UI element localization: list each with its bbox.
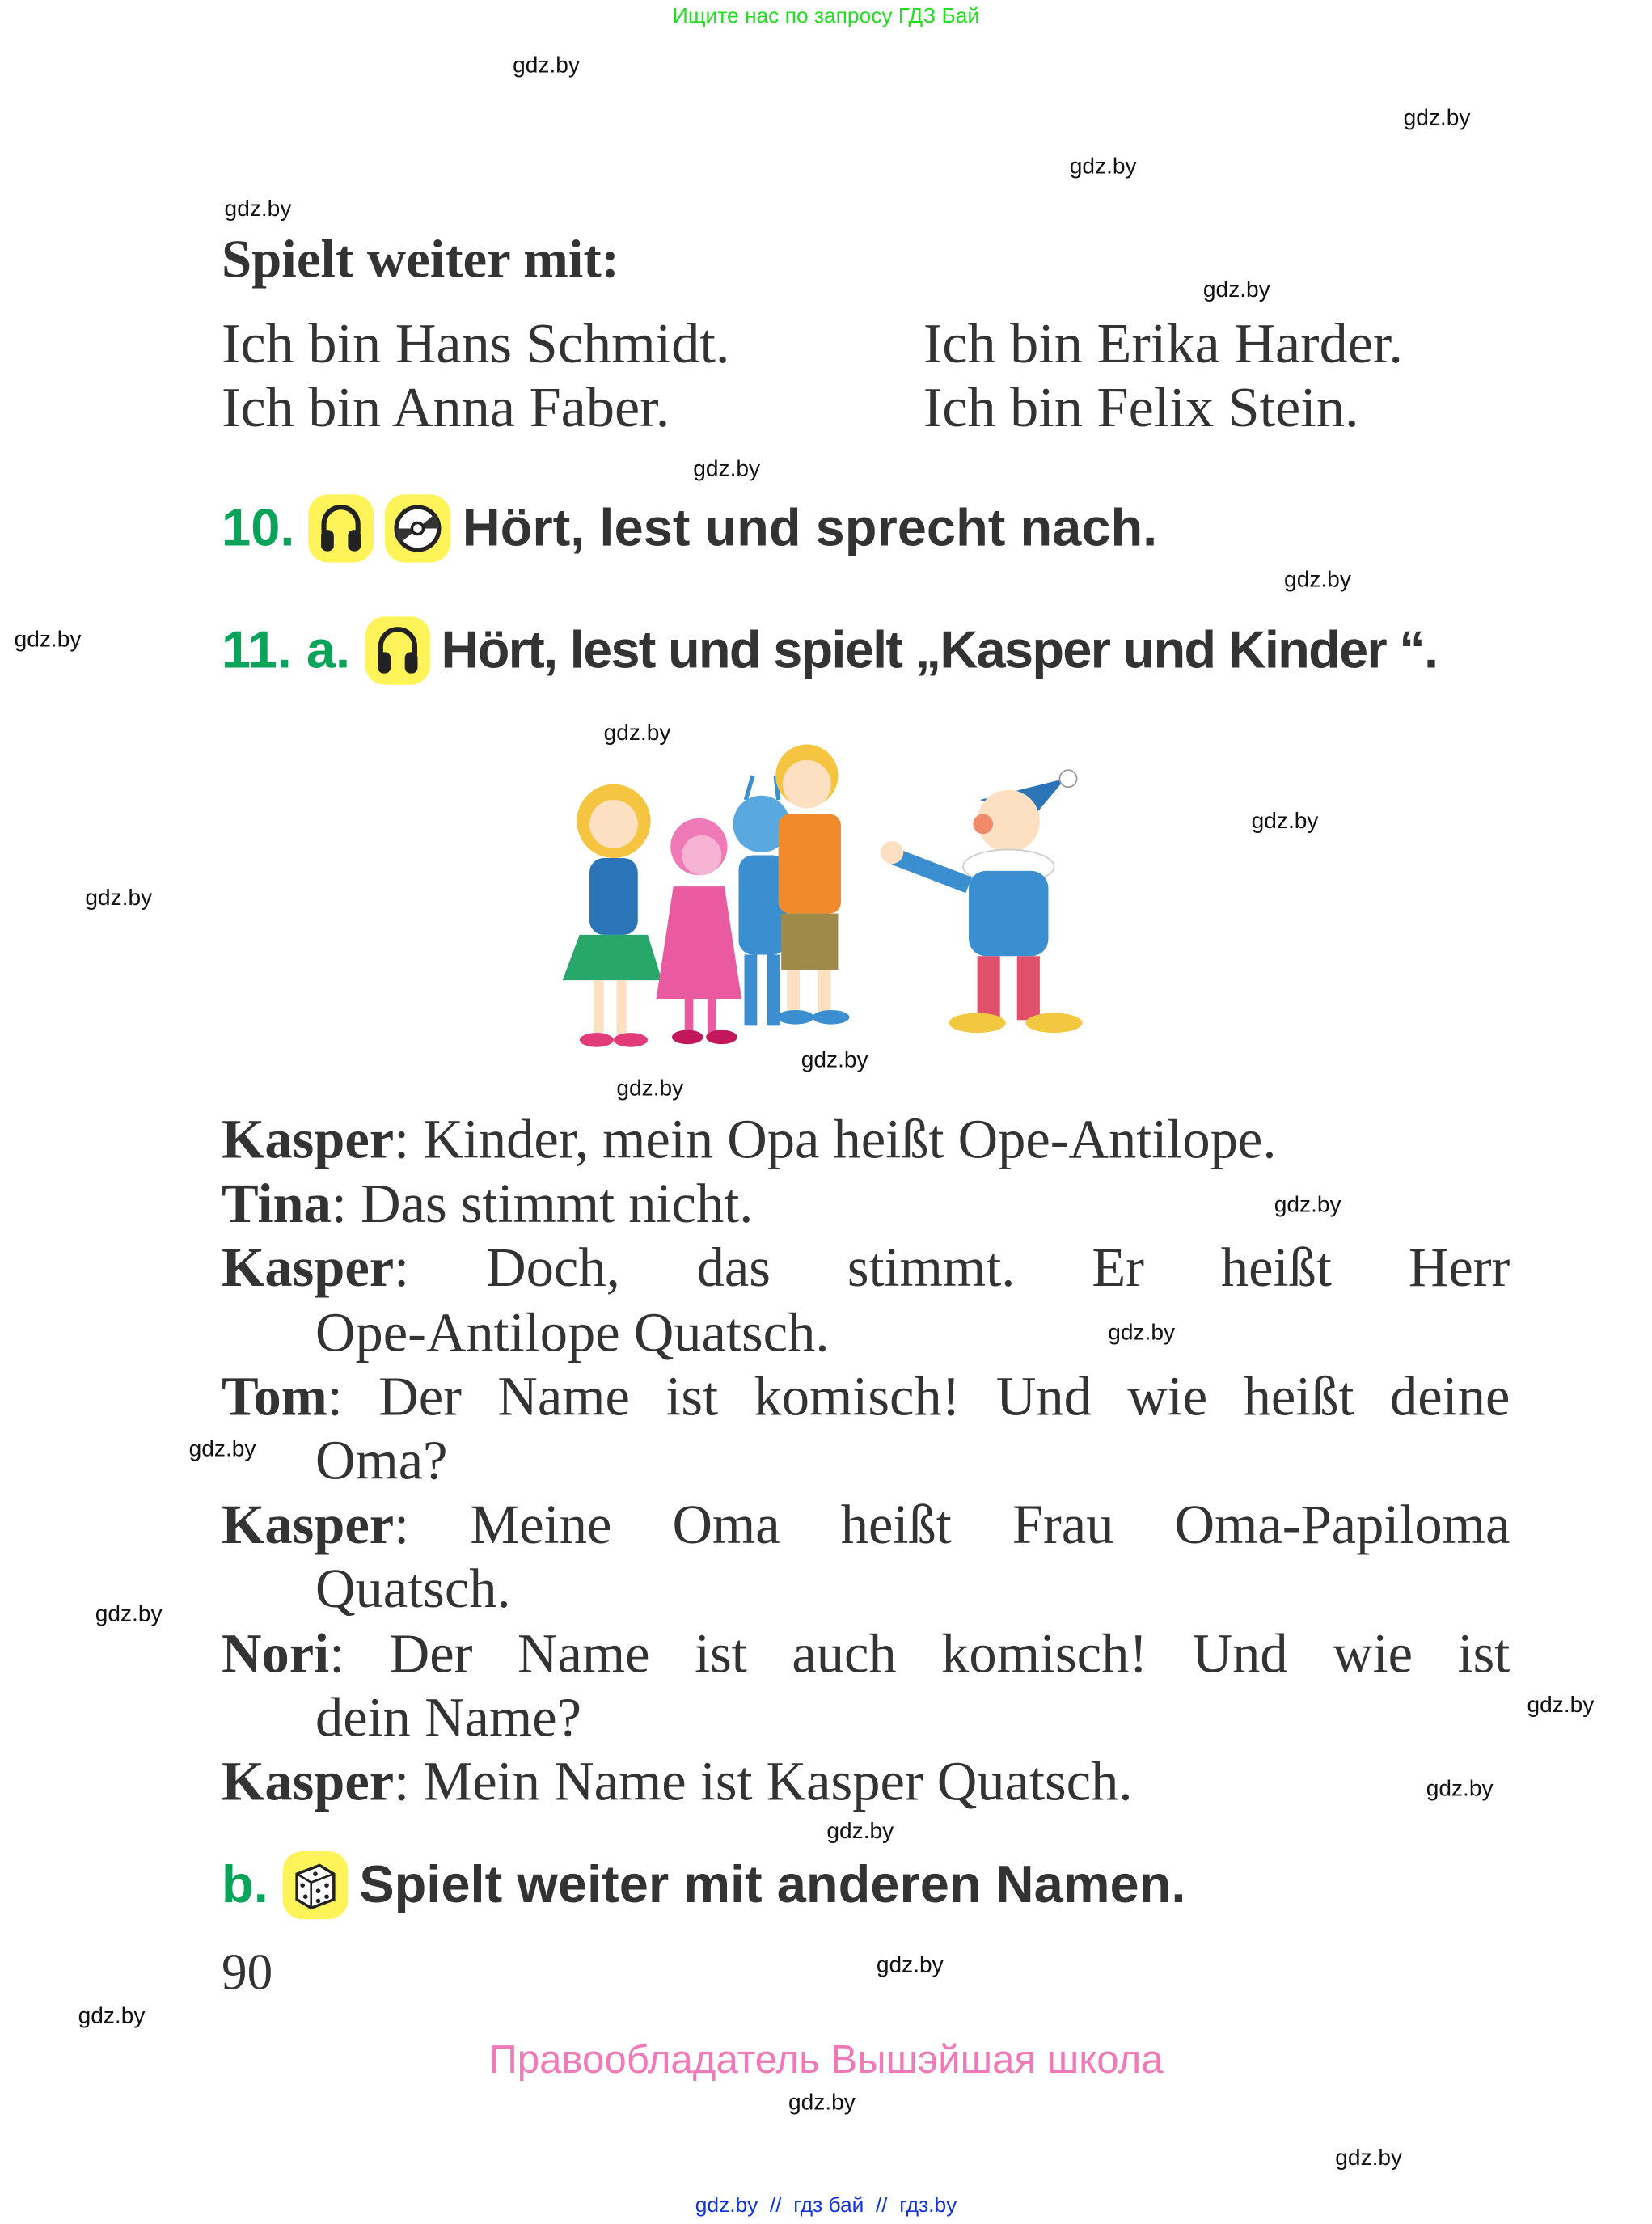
task-text: Hört, lest und spielt „Kasper und Kinder “. (441, 620, 1438, 679)
boy-orange-shirt (775, 745, 849, 1025)
speaker: Tina (222, 1173, 332, 1235)
task-number: 10. (222, 498, 295, 557)
watermark: gdz.by (603, 721, 671, 746)
watermark: gdz.by (1426, 1777, 1494, 1802)
search-banner[interactable]: Ищите нас по запросу ГДЗ Бай (672, 4, 980, 29)
watermark: gdz.by (85, 886, 153, 911)
name-line: Ich bin Anna Faber. (222, 374, 670, 439)
dialogue-line: Tom: Der Name ist komisch! Und wie heißt deine (222, 1366, 1510, 1428)
dialogue-line: Tina: Das stimmt nicht. (222, 1173, 754, 1235)
dialogue-line: Kasper: Mein Name ist Kasper Quatsch. (222, 1752, 1133, 1813)
line-text: Meine Oma heißt Frau Oma-Papiloma (470, 1495, 1510, 1556)
watermark: gdz.by (876, 1953, 944, 1978)
speaker: Kasper (222, 1495, 395, 1556)
speaker: Kasper (222, 1109, 395, 1171)
footer-links[interactable]: gdz.by // гдз бай // гдз.by (695, 2193, 957, 2218)
name-line: Ich bin Hans Schmidt. (222, 311, 730, 375)
name-line: Ich bin Erika Harder. (923, 311, 1403, 375)
line-text: Kinder, mein Opa heißt Ope-Antilope. (423, 1109, 1277, 1171)
watermark: gdz.by (1335, 2146, 1403, 2171)
dialogue (222, 1108, 1510, 1814)
exercise-heading: Spielt weiter mit: (222, 230, 619, 290)
watermark: gdz.by (78, 2004, 146, 2029)
kasper-clown (881, 770, 1082, 1033)
dialogue-line: Kasper: Meine Oma heißt Frau Oma-Papiloma (222, 1495, 1510, 1556)
watermark: gdz.by (1284, 568, 1351, 593)
task-11b (222, 1850, 1185, 1921)
watermark: gdz.by (1274, 1193, 1341, 1218)
dialogue-line: Kasper: Doch, das stimmt. Er heißt Herr (222, 1237, 1510, 1300)
watermark: gdz.by (1069, 154, 1137, 180)
name-line: Ich bin Felix Stein. (923, 374, 1359, 439)
dialogue-line: Kasper: Kinder, mein Opa heißt Ope-Antilope. (222, 1109, 1277, 1171)
watermark: gdz.by (1108, 1321, 1176, 1346)
watermark: gdz.by (1403, 106, 1471, 131)
watermark: gdz.by (1251, 810, 1319, 835)
girl-yellow-hair (563, 784, 662, 1047)
watermark: gdz.by (1202, 278, 1270, 303)
dialogue-line: Ope-Antilope Quatsch. (315, 1302, 830, 1364)
dialogue-line: dein Name? (315, 1687, 582, 1749)
dialogue-line: Oma? (315, 1431, 448, 1492)
dialogue-line: Quatsch. (315, 1558, 511, 1621)
dice-icon (282, 1851, 348, 1919)
watermark: gdz.by (14, 628, 82, 653)
watermark: gdz.by (513, 53, 580, 78)
watermark: gdz.by (693, 457, 761, 482)
watermark: gdz.by (788, 2091, 856, 2116)
task-11a (222, 615, 1437, 687)
watermark: gdz.by (224, 197, 292, 222)
watermark: gdz.by (616, 1076, 684, 1101)
speaker: Tom (222, 1366, 327, 1428)
speaker: Kasper (222, 1752, 395, 1813)
dialogue-line: Nori: Der Name ist auch komisch! Und wie ist (222, 1623, 1510, 1685)
page-number: 90 (222, 1943, 273, 2001)
headphones-icon (309, 494, 374, 562)
kasper-and-children-illustration (526, 736, 1122, 1063)
pink-alien-girl (657, 818, 741, 1044)
watermark: gdz.by (826, 1820, 894, 1845)
line-text: Das stimmt nicht. (361, 1173, 754, 1235)
watermark: gdz.by (801, 1048, 868, 1073)
task-text: Hört, lest und sprecht nach. (462, 498, 1158, 557)
watermark: gdz.by (1527, 1693, 1595, 1718)
task-number: 11. a. (222, 620, 351, 679)
headphones-icon (365, 616, 430, 684)
watermark: gdz.by (95, 1602, 163, 1627)
line-text: Mein Name ist Kasper Quatsch. (423, 1752, 1133, 1813)
task-text: Spielt weiter mit anderen Namen. (359, 1855, 1186, 1914)
line-text: Der Name ist auch komisch! Und wie ist (389, 1623, 1510, 1685)
line-text: Doch, das stimmt. Er heißt Herr (486, 1237, 1510, 1300)
speaker: Kasper (222, 1237, 395, 1300)
watermark: gdz.by (188, 1437, 256, 1462)
task-10 (222, 493, 1157, 564)
task-number: b. (222, 1855, 268, 1914)
cd-icon (386, 494, 451, 562)
line-text: Der Name ist komisch! Und wie heißt deine (378, 1366, 1510, 1428)
speaker: Nori (222, 1623, 330, 1685)
copyright-notice: Правообладатель Вышэйшая школа (488, 2037, 1164, 2082)
